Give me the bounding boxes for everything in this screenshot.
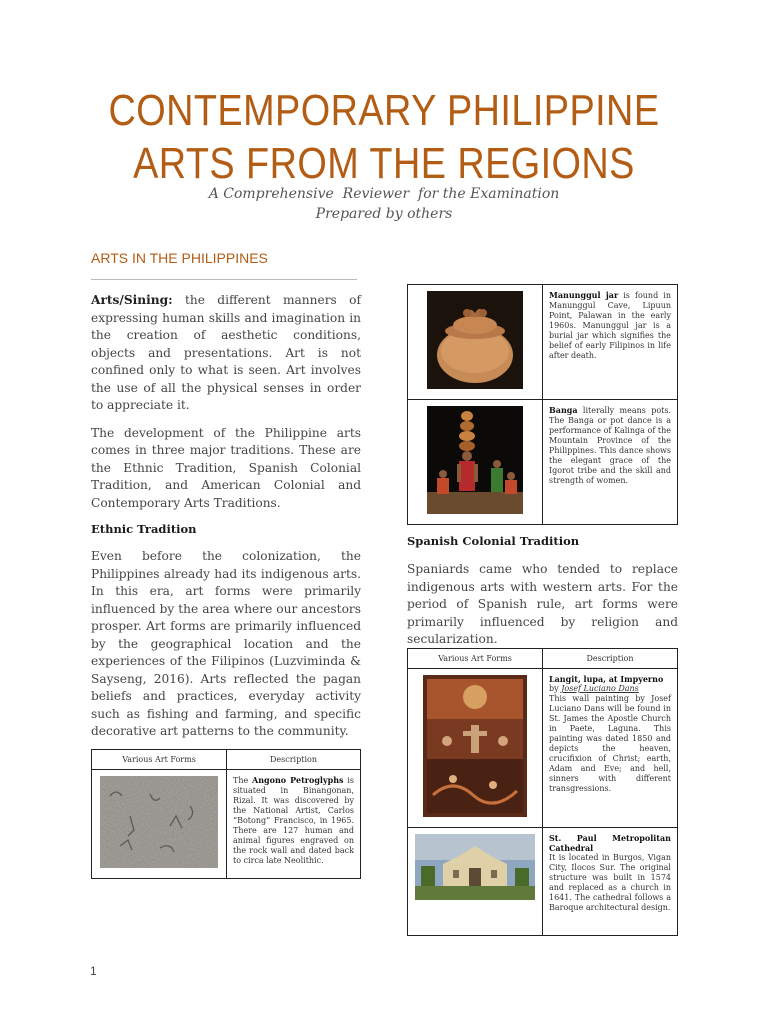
spanish-heading: Spanish Colonial Tradition bbox=[407, 534, 580, 548]
development-paragraph: The development of the Philippine arts comes in three major traditions. These are the Ethnic Tradition, Spanish Colonial Tradition, and American Colonial and Contemporary Arts Traditions. bbox=[91, 425, 361, 510]
ethnic-paragraph: Even before the colonization, the Philippines already had its indigenous arts. In this era, art forms were primarily influenced by the area where our ancestors prosper. Art forms are primarily influenced by the geographical location and the experiences of the Filipinos (Luzviminda & Sayseng, 2016). Arts reflected the pagan beliefs and practices, everyday activity such as fishing and farming, and specific decorative art patterns to the community. bbox=[91, 549, 361, 738]
langit-text: This wall painting by Josef Luciano Dans will be found in St. James the Apostle Church in Paete, Laguna. This painting was dated 1850 and depicts the heaven, crucifixion of Christ; earth, Adam and Eve; and hell, sinners with different transgressions. bbox=[549, 694, 671, 793]
langit-author: Josef Luciano Dans bbox=[561, 684, 639, 693]
petroglyph-image-cell bbox=[92, 769, 227, 878]
banga-dance-image bbox=[427, 406, 523, 514]
table-header-description: Description bbox=[227, 749, 361, 769]
angono-description bbox=[227, 769, 361, 878]
table-row bbox=[408, 400, 678, 525]
angono-name: Angono Petroglyphs bbox=[252, 774, 344, 785]
spanish-paragraph: Spaniards came who tended to replace indigenous arts with western arts. For the period of Spanish rule, art forms were primarily influenced by religion and secularization. bbox=[407, 562, 678, 646]
langit-image-cell bbox=[408, 669, 543, 828]
banga-name: Banga bbox=[549, 405, 578, 415]
ethnic-images-table bbox=[407, 284, 678, 525]
stpaul-text: It is located in Burgos, Vigan City, Ilocos Sur. The original structure was built in 1574 and replaced as a church in 1641. The cathedral follows a Baroque architectural design. bbox=[549, 853, 671, 912]
langit-painting-image bbox=[423, 675, 527, 817]
table-row bbox=[408, 669, 678, 828]
table-header-description: Description bbox=[543, 649, 678, 669]
left-column bbox=[91, 292, 361, 879]
ethnic-images-table-wrap bbox=[407, 284, 678, 525]
langit-name: Langit, lupa, at Impyerno bbox=[549, 674, 664, 684]
subtitle-line-1: A Comprehensive Reviewer for the Examination bbox=[208, 186, 560, 202]
subtitle-line-2: Prepared by others bbox=[315, 206, 453, 222]
table-row bbox=[92, 769, 361, 878]
cathedral-image bbox=[415, 834, 535, 900]
page-number: 1 bbox=[90, 964, 97, 978]
table-row bbox=[408, 828, 678, 936]
manunggul-image-cell bbox=[408, 285, 543, 400]
table-header-forms: Various Art Forms bbox=[92, 749, 227, 769]
spanish-art-table bbox=[407, 648, 678, 936]
ethnic-art-table bbox=[91, 749, 361, 879]
title-line-2: ARTS FROM THE REGIONS bbox=[133, 139, 635, 188]
section-heading: ARTS IN THE PHILIPPINES bbox=[91, 250, 268, 266]
banga-description bbox=[543, 400, 678, 525]
angono-pre: The bbox=[233, 775, 253, 785]
angono-text: is situated in Binangonan, Rizal. It was discovered by the National Artist, Carlos “Botong” Francisco, in 1965. There are 127 human and animal figures engraved on the rock wall and dated back to circa late Neolithic. bbox=[233, 775, 354, 865]
banga-text: literally means pots. The Banga or pot dance is a performance of Kalinga of the Mountain Province of the Philippines. This dance shows the elegant grace of the Igorot tribe and the skill and strength of women. bbox=[549, 406, 671, 485]
spanish-section bbox=[407, 530, 678, 659]
table-header-forms: Various Art Forms bbox=[408, 649, 543, 669]
langit-description bbox=[543, 669, 678, 828]
petroglyph-image bbox=[100, 776, 218, 868]
stpaul-name: St. Paul Metropolitan Cathedral bbox=[549, 833, 671, 853]
arts-term: Arts/Sining: bbox=[91, 293, 173, 307]
section-divider bbox=[91, 279, 357, 280]
subtitle bbox=[0, 184, 768, 224]
title-line-1: CONTEMPORARY PHILIPPINE bbox=[108, 86, 660, 135]
manunggul-name: Manunggul jar bbox=[549, 290, 619, 300]
arts-definition bbox=[91, 292, 361, 415]
manunggul-jar-image bbox=[427, 291, 523, 389]
ethnic-heading: Ethnic Tradition bbox=[91, 522, 197, 536]
table-row bbox=[408, 285, 678, 400]
manunggul-text: is found in Manunggul Cave, Lipuun Point, Palawan in the early 1960s. Manunggul jar is a burial jar which signifies the belief of early Filipinos in life after death. bbox=[549, 291, 671, 360]
manunggul-description bbox=[543, 285, 678, 400]
spanish-table-wrap bbox=[407, 648, 678, 936]
arts-def-text: the different manners of expressing human skills and imagination in the creation of aesthetic conditions, objects and presentations. Art is not confined only to what is seen. Art involves the use of all the physical senses in order to appreciate it. bbox=[91, 293, 361, 412]
stpaul-description bbox=[543, 828, 678, 936]
langit-by: by bbox=[549, 684, 562, 693]
page-title bbox=[54, 84, 714, 190]
banga-image-cell bbox=[408, 400, 543, 525]
stpaul-image-cell bbox=[408, 828, 543, 936]
